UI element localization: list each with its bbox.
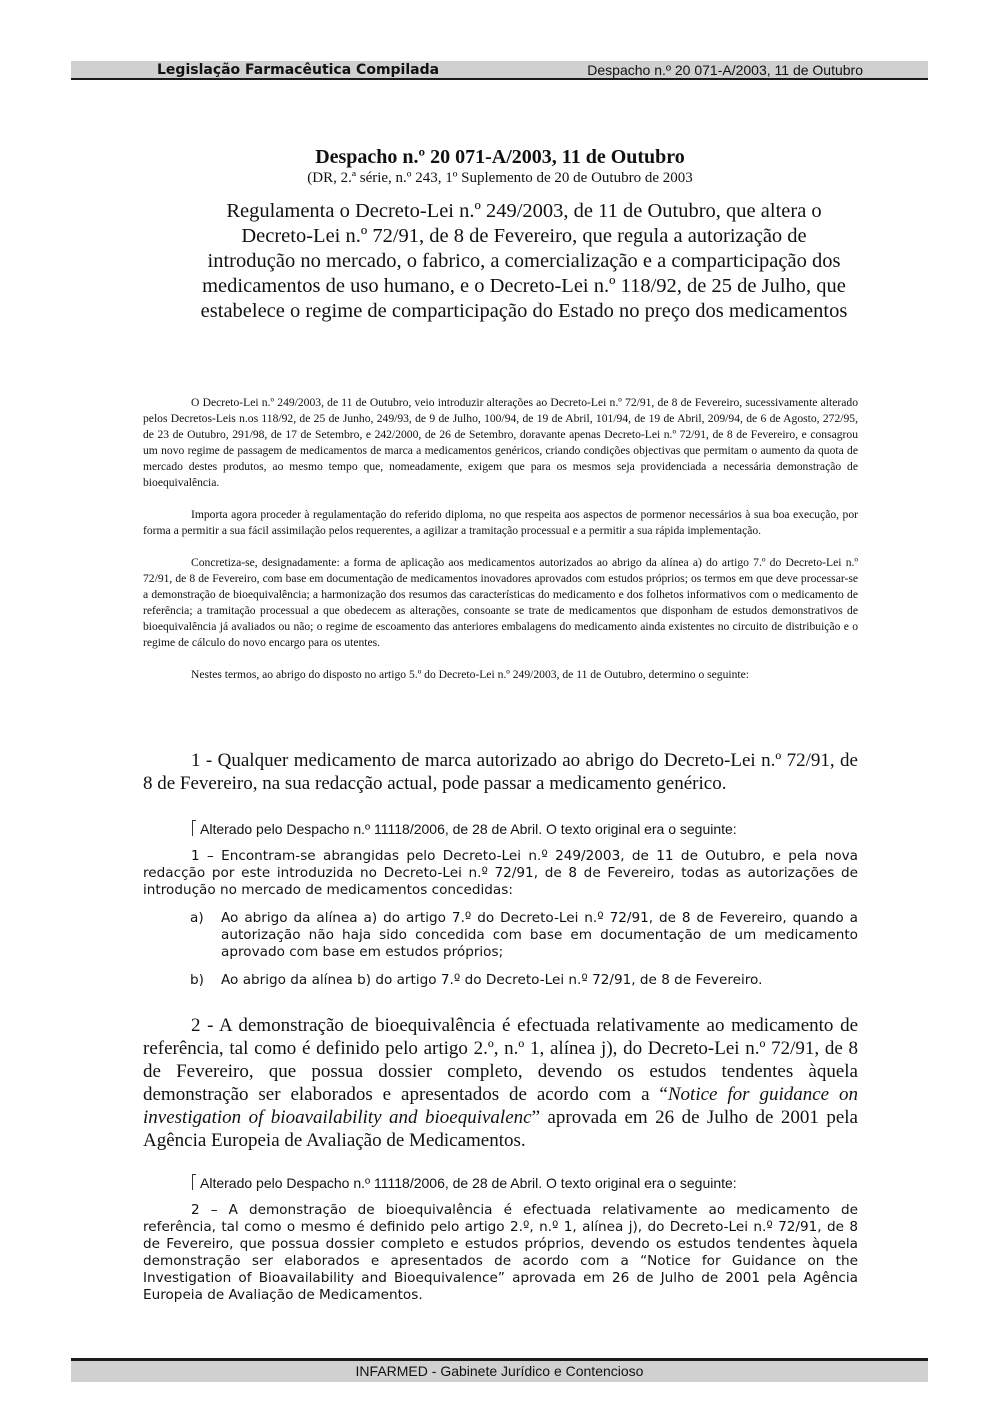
header-publication-title: Legislação Farmacêutica Compilada <box>157 62 440 78</box>
running-header <box>71 61 928 80</box>
header-document-reference: Despacho n.º 20 071-A/2003, 11 de Outubro <box>587 62 863 78</box>
amendment-note-text: Alterado pelo Despacho n.º 11118/2006, de 28 de Abril. O texto original era o seguinte: <box>200 821 737 837</box>
point-1-text: 1 - Qualquer medicamento de marca autorizado ao abrigo do Decreto-Lei n.º 72/91, de 8 de Fevereiro, na sua redacção actual, pode passar a medicamento genérico. <box>143 750 858 794</box>
amendment-note-text: Alterado pelo Despacho n.º 11118/2006, de 28 de Abril. O texto original era o seguinte: <box>200 1175 737 1191</box>
preamble-paragraph: Importa agora proceder à regulamentação do referido diploma, no que respeita aos aspectos de pormenor necessários à sua boa execução, por forma a permitir a sua fácil assimilação pelos requerentes, a agilizar a tramitação processual e a permitir a sua rápida implementação. <box>143 508 858 537</box>
note-marker-icon <box>192 1174 196 1190</box>
amendment-note <box>192 820 737 837</box>
document-source: (DR, 2.ª série, n.º 243, 1º Suplemento de 20 de Outubro de 2003 <box>307 170 693 186</box>
amendment-note <box>192 1174 737 1191</box>
running-footer <box>71 1358 928 1382</box>
document-summary: Regulamenta o Decreto-Lei n.º 249/2003, de 11 de Outubro, que altera o Decreto-Lei n.º 72/91, de 8 de Fevereiro, que regula a autorização de introdução no mercado, o fabrico, a comercialização e a comparticipação dos medicamentos de uso humano, e o Decreto-Lei n.º 118/92, de 25 de Julho, que estabelece o regime de comparticipação do Estado no preço dos medicamentos <box>200 200 848 322</box>
preamble <box>143 395 858 699</box>
point-2-original-text: 2 – A demonstração de bioequivalência é efectuada relativamente ao medicamento de referência, tal como o mesmo é definido pelo artigo 2.º, n.º 1, alínea j), do Decreto-Lei n.º 72/91, de 8 de Fevereiro, que possua dossier completo e estudos próprios, devendo os estudos tendentes àquela demonstração ser elaborados e apresentados de acordo com a “Notice for Guidance on the Investigation of Bioavailability and Bioequivalence” aprovada em 26 de Julho de 2001 pela Agência Europeia de Avaliação de Medicamentos. <box>143 1202 858 1303</box>
preamble-paragraph: Nestes termos, ao abrigo do disposto no artigo 5.º do Decreto-Lei n.º 249/2003, de 11 de Outubro, determino o seguinte: <box>191 668 749 681</box>
preamble-paragraph: Concretiza-se, designadamente: a forma de aplicação aos medicamentos autorizados ao abrigo da alínea a) do artigo 7.º do Decreto-Lei n.º 72/91, de 8 de Fevereiro, com base em documentação de medicamentos inovadores aprovados com estudos próprios; os termos em que deve processar-se a demonstração de bioequivalência; a harmonização dos resumos das características do medicamento e dos folhetos informativos com o medicamento de referência; a tramitação processual a que obedecem as alterações, consoante se trate de medicamentos que disponham de estudos demonstrativos de bioequivalência já avaliados ou não; o regime de escoamento das anteriores embalagens do medicamento ainda existentes no circuito de distribuição e o regime de cálculo do novo encargo para os utentes. <box>143 556 858 649</box>
list-item-text: Ao abrigo da alínea a) do artigo 7.º do Decreto-Lei n.º 72/91, de 8 de Fevereiro, quando a autorização não haja sido concedida com base em documentação de um medicamento aprovado com base em estudos próprios; <box>221 910 858 960</box>
point-2-text-start: 2 - A demonstração de bioequivalência é efectuada relativamente ao medicamento de referência, tal como é definido pelo artigo 2.º, n.º 1, alínea j), do Decreto-Lei n.º 72/91, de 8 de Fevereiro, que possua dossier completo, devendo os estudos tendentes àquela demonstração ser elaborados e apresentados de acordo com a “ <box>143 1015 858 1105</box>
point-1-original-text: 1 – Encontram-se abrangidas pelo Decreto-Lei n.º 249/2003, de 11 de Outubro, e pela nova redacção por este introduzida no Decreto-Lei n.º 72/91, de 8 de Fevereiro, todas as autorizações de introdução no mercado de medicamentos concedidas: <box>143 848 858 898</box>
point-2-guideline-title: Notice for guidance on investigation of bioavailability and bioequivalenc <box>143 1084 859 1128</box>
footer-text: INFARMED - Gabinete Jurídico e Contencioso <box>355 1363 644 1379</box>
point-2-text-end: ” aprovada em 26 de Julho de 2001 pela Agência Europeia de Avaliação de Medicamentos. <box>143 1107 858 1151</box>
list-item-text: Ao abrigo da alínea b) do artigo 7.º do Decreto-Lei n.º 72/91, de 8 de Fevereiro. <box>221 972 763 988</box>
original-list-item <box>190 972 858 989</box>
point-2-text <box>143 1014 858 1152</box>
note-marker-icon <box>192 820 196 836</box>
preamble-paragraph: O Decreto-Lei n.º 249/2003, de 11 de Outubro, veio introduzir alterações ao Decreto-Lei n.º 72/91, de 8 de Fevereiro, sucessivamente alterado pelos Decretos-Leis n.os 118/92, de 25 de Junho, 249/93, de 9 de Julho, 100/94, de 19 de Abril, 101/94, de 19 de Abril, 209/94, de 6 de Agosto, 272/95, de 23 de Outubro, 291/98, de 17 de Setembro, e 242/2000, de 26 de Setembro, doravante apenas Decreto-Lei n.º 72/91, de 8 de Fevereiro, e consagrou um novo regime de passagem de medicamentos de marca a medicamentos genéricos, criando condições objectivas que permitam o aumento da quota de mercado destes produtos, ao mesmo tempo que, nomeadamente, exigem que para os mesmos seja providenciada a necessária demonstração de bioequivalência. <box>143 396 858 489</box>
original-list-item <box>190 910 858 961</box>
document-title: Despacho n.º 20 071-A/2003, 11 de Outubro <box>315 146 685 168</box>
list-item-label: a) <box>190 910 204 926</box>
list-item-label: b) <box>190 972 204 988</box>
